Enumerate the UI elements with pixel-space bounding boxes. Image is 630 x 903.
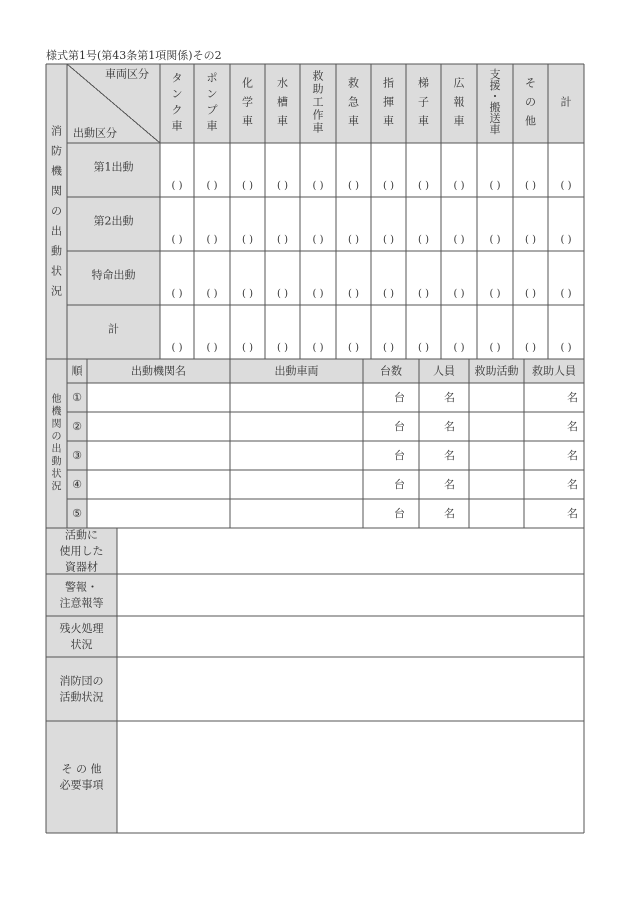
sec1-side-label-char: 機 [51,164,62,178]
sec1-side-label-char: 関 [51,184,62,198]
sec2-side-label [52,392,63,493]
dispatch-cell-r1-c4[interactable] [265,143,300,197]
dispatch-cell-r4-c5[interactable] [300,305,336,359]
row-label-3: 特命出動 [91,268,136,282]
vehicle-input-r3[interactable] [230,441,363,470]
dispatch-cell-r1-c7[interactable] [371,143,406,197]
dispatch-cell-r4-c10[interactable] [477,305,513,359]
dispatch-cell-r3-c4[interactable] [265,251,300,305]
sec2-row-number-3: ③ [72,449,82,462]
dispatch-cell-r3-c5[interactable] [300,251,336,305]
remarks-label-line: 必要事項 [59,778,104,792]
col-header-5 [313,69,324,135]
dispatch-cell-r1-c3[interactable] [230,143,265,197]
rescued-count-input-r3[interactable] [524,441,584,470]
col-header-6-char: 車 [348,114,359,128]
sec2-side-label-char: 他 [51,393,62,405]
vehicle-count-input-r5[interactable] [363,499,419,528]
vehicle-input-r5[interactable] [230,499,363,528]
col-header-9-char: 報 [453,95,465,109]
col-header-4-char: 水 [277,76,288,90]
sec2-side-label-char: 機 [51,406,62,418]
sec2-header-7: 救助人員 [532,364,576,378]
dispatch-cell-r4-c6[interactable] [336,305,371,359]
col-header-7 [383,76,394,128]
row-label-2: 第2出動 [93,214,134,228]
col-header-1-char: 車 [171,119,183,133]
col-header-10-char: 送 [489,112,501,125]
col-header-10-char: 車 [489,123,501,136]
sec2-row-number-5: ⑤ [72,507,82,520]
corner-label-dispatch-class: 出動区分 [73,126,117,140]
dispatch-cell-r3-c1[interactable] [160,251,194,305]
col-header-8-char: 車 [418,114,429,128]
sec1-side-label-char: 動 [51,244,62,258]
dispatch-cell-r4-c12[interactable] [548,305,584,359]
sec1-side-label-char: 状 [51,264,62,278]
sec1-side-label-char: 消 [51,124,62,138]
sec2-header-1: 順 [71,364,83,378]
sec2-side-label-char: 状 [51,468,62,480]
col-header-12 [561,95,572,109]
dispatch-cell-r3-c6[interactable] [336,251,371,305]
rescued-count-input-r4[interactable] [524,470,584,499]
agency-name-input-r2[interactable] [87,412,230,441]
dispatch-cell-r3-c10[interactable] [477,251,513,305]
dispatch-cell-r1-c11[interactable] [513,143,548,197]
sec2-header-3: 出動車両 [274,364,319,378]
personnel-input-r4[interactable] [419,470,469,499]
vehicle-input-r4[interactable] [230,470,363,499]
dispatch-cell-r1-c2[interactable] [194,143,230,197]
sec1-side-label-char: の [51,204,62,218]
col-header-11 [525,77,536,128]
col-header-8 [418,76,429,128]
col-header-6-char: 急 [348,95,359,109]
col-header-1-char: ン [171,87,183,101]
dispatch-cell-r1-c1[interactable] [160,143,194,197]
remarks-field-4[interactable] [117,657,584,721]
dispatch-cell-r2-c12[interactable] [548,197,584,251]
corner-label-vehicle-class: 車両区分 [105,67,149,81]
sec2-side-label-char: 況 [51,481,62,493]
dispatch-cell-r3-c8[interactable] [406,251,441,305]
vehicle-count-input-r2[interactable] [363,412,419,441]
col-header-12-char: 計 [560,95,572,109]
remarks-label-line: 残火処理 [59,622,104,635]
col-header-6-char: 救 [348,76,359,90]
sec1-side-label-char: 出 [51,224,62,238]
col-header-10-char: 援 [489,79,501,92]
dispatch-cell-r2-c2[interactable] [194,197,230,251]
row-label-4: 計 [108,322,119,336]
remarks-field-1[interactable] [117,528,584,574]
dispatch-cell-r2-c11[interactable] [513,197,548,251]
dispatch-cell-r1-c9[interactable] [441,143,477,197]
col-header-3-char: 化 [242,76,253,90]
col-header-1-char: ク [171,103,183,117]
personnel-input-r1[interactable] [419,383,469,412]
dispatch-cell-r3-c3[interactable] [230,251,265,305]
col-header-8-char: 梯 [418,76,429,90]
sec1-header-fill [160,64,584,143]
sec1-side-label [51,124,63,298]
dispatch-cell-r4-c4[interactable] [265,305,300,359]
dispatch-cell-r4-c7[interactable] [371,305,406,359]
sec2-header-2: 出動機関名 [131,364,186,378]
rescue-activity-input-r2[interactable] [469,412,524,441]
sec2-header-4: 台数 [380,364,402,378]
col-header-5-char: 作 [312,108,324,122]
col-header-10-char: 搬 [489,101,501,114]
sec2-row-number-2: ② [72,420,82,433]
col-header-2-char: ポ [206,71,218,85]
dispatch-cell-r1-c5[interactable] [300,143,336,197]
rescue-activity-input-r3[interactable] [469,441,524,470]
sec2-row-number-4: ④ [72,478,82,491]
personnel-input-r2[interactable] [419,412,469,441]
remarks-label-line: 使用した [59,544,104,558]
dispatch-cell-r4-c2[interactable] [194,305,230,359]
form-title: 様式第1号(第43条第1項関係)その2 [46,49,222,62]
rescue-activity-input-r1[interactable] [469,383,524,412]
dispatch-cell-r3-c7[interactable] [371,251,406,305]
col-header-7-char: 指 [383,76,394,90]
remarks-label-line: 状況 [70,638,93,651]
dispatch-cell-r3-c11[interactable] [513,251,548,305]
col-header-3-char: 学 [242,95,253,109]
sec1-side-label-char: 防 [51,144,62,158]
vehicle-count-input-r3[interactable] [363,441,419,470]
dispatch-cell-r2-c3[interactable] [230,197,265,251]
sec1-side-label-char: 況 [51,284,62,298]
dispatch-cell-r2-c10[interactable] [477,197,513,251]
agency-name-input-r3[interactable] [87,441,230,470]
remarks-label-line: 活動に [65,528,98,542]
col-header-10 [490,67,501,136]
agency-name-input-r4[interactable] [87,470,230,499]
remarks-label-line: 資器材 [65,560,98,574]
dispatch-cell-r3-c2[interactable] [194,251,230,305]
col-header-4-char: 槽 [277,95,288,109]
personnel-input-r5[interactable] [419,499,469,528]
agency-name-input-r5[interactable] [87,499,230,528]
row-label-1: 第1出動 [93,160,134,174]
remarks-label-line: 注意報等 [59,596,104,610]
dispatch-cell-r2-c1[interactable] [160,197,194,251]
col-header-9 [454,77,465,128]
sec2-side-label-char: の [51,431,62,443]
dispatch-cell-r3-c12[interactable] [548,251,584,305]
col-header-3 [242,76,253,128]
col-header-10-char: ・ [489,90,501,103]
dispatch-cell-r3-c9[interactable] [441,251,477,305]
dispatch-cell-r2-c7[interactable] [371,197,406,251]
col-header-5-char: 助 [312,82,324,96]
remarks-label-line: 活動状況 [59,690,104,704]
agency-name-input-r1[interactable] [87,383,230,412]
col-header-7-char: 車 [383,114,394,128]
col-header-6 [348,76,360,128]
remarks-field-5[interactable] [117,721,584,833]
dispatch-cell-r2-c6[interactable] [336,197,371,251]
dispatch-cell-r1-c6[interactable] [336,143,371,197]
rescue-activity-input-r4[interactable] [469,470,524,499]
col-header-9-char: 車 [453,114,465,128]
remarks-field-2[interactable] [117,574,584,616]
col-header-11-char: そ [525,76,536,90]
sec2-header-5: 人員 [433,364,455,378]
col-header-4 [277,76,288,128]
rescued-count-input-r5[interactable] [524,499,584,528]
sec2-row-number-1: ① [72,391,82,404]
remarks-label-line: そ の 他 [61,762,102,776]
col-header-5-char: 工 [312,95,324,109]
dispatch-cell-r2-c4[interactable] [265,197,300,251]
col-header-2-char: プ [206,103,218,117]
col-header-4-char: 車 [277,114,288,128]
sec2-side-label-char: 動 [51,456,62,468]
dispatch-cell-r1-c12[interactable] [548,143,584,197]
rescued-count-input-r2[interactable] [524,412,584,441]
remarks-label-1 [60,528,104,574]
rescued-count-input-r1[interactable] [524,383,584,412]
dispatch-cell-r1-c10[interactable] [477,143,513,197]
dispatch-cell-r2-c8[interactable] [406,197,441,251]
col-header-7-char: 揮 [383,95,394,109]
dispatch-cell-r4-c11[interactable] [513,305,548,359]
remarks-label-line: 消防団の [59,674,104,688]
rescue-activity-input-r5[interactable] [469,499,524,528]
dispatch-cell-r2-c5[interactable] [300,197,336,251]
col-header-2-char: 車 [206,119,218,133]
dispatch-cell-r4-c3[interactable] [230,305,265,359]
remarks-field-3[interactable] [117,616,584,657]
vehicle-input-r1[interactable] [230,383,363,412]
col-header-8-char: 子 [418,95,429,109]
col-header-3-char: 車 [242,114,253,128]
col-header-11-char: 他 [525,114,536,128]
sec2-side-label-char: 関 [51,418,62,430]
vehicle-input-r2[interactable] [230,412,363,441]
sec2-side-label-char: 出 [51,443,62,455]
dispatch-cell-r1-c8[interactable] [406,143,441,197]
col-header-5-char: 車 [312,121,324,135]
vehicle-count-input-r4[interactable] [363,470,419,499]
sec2-header-6: 救助活動 [474,364,519,378]
remarks-label-line: 警報・ [65,580,98,594]
dispatch-cell-r2-c9[interactable] [441,197,477,251]
col-header-5-char: 救 [312,69,324,83]
dispatch-cell-r4-c8[interactable] [406,305,441,359]
vehicle-count-input-r1[interactable] [363,383,419,412]
col-header-11-char: の [525,95,536,109]
col-header-2-char: ン [206,87,218,101]
dispatch-cell-r4-c1[interactable] [160,305,194,359]
dispatch-cell-r4-c9[interactable] [441,305,477,359]
col-header-1-char: タ [171,71,183,85]
col-header-10-char: 支 [489,68,501,81]
personnel-input-r3[interactable] [419,441,469,470]
col-header-9-char: 広 [453,76,465,90]
